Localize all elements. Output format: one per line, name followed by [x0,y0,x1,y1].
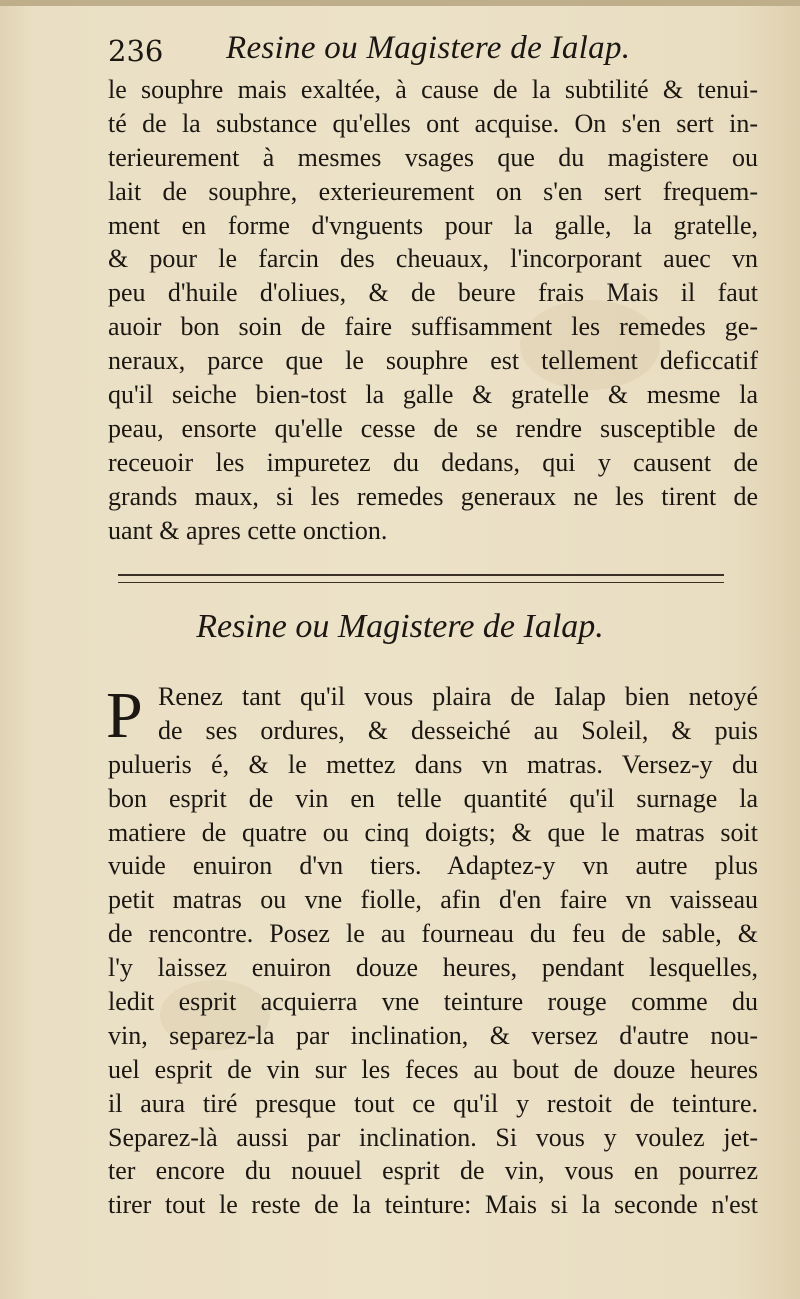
text-line: peu d'huile d'oliues, & de beure frais Mais il faut [108,278,758,308]
text-line: neraux, parce que le souphre est tellement deficcatif [108,346,758,376]
text-line: auoir bon soin de faire suffisamment les remedes ge- [108,312,758,342]
text-line: vuide enuiron d'vn tiers. Adaptez-y vn autre plus [108,851,758,881]
page-header [108,30,758,74]
text-line: l'y laissez enuiron douze heures, pendant lesquelles, [108,953,758,983]
text-line: grands maux, si les remedes generaux ne les tirent de [108,481,758,511]
continued-paragraph [108,73,758,547]
text-line: qu'il seiche bien-tost la galle & gratelle & mesme la [108,380,758,410]
running-title: Resine ou Magistere de Ialap. [226,30,631,66]
text-line: le souphre mais exaltée, à cause de la subtilité & tenui- [108,75,758,104]
section-heading: Resine ou Magistere de Ialap. [196,608,604,645]
text-line: de ses ordures, & desseiché au Soleil, & puis [158,715,758,745]
text-line: té de la substance qu'elles ont acquise. On s'en sert in- [108,108,758,138]
text-line: & pour le farcin des cheuaux, l'incorporant auec vn [108,244,758,274]
text-line: uant & apres cette onction. [108,515,388,545]
text-line: pulueris é, & le mettez dans vn matras. Versez-y du [108,749,758,779]
drop-cap: P [106,679,143,752]
text-line: ment en forme d'vnguents pour la galle, la gratelle, [108,210,758,240]
text-line: peau, ensorte qu'elle cesse de se rendre susceptible de [108,413,758,443]
text-line: lait de souphre, exterieurement on s'en sert frequem- [108,176,758,206]
section-divider [118,574,724,583]
recipe-paragraph [108,680,758,1222]
text-line: terieurement à mesmes vsages que du magistere ou [108,142,758,172]
text-line: vin, separez-la par inclination, & versez d'autre nou- [108,1020,758,1050]
text-line: receuoir les impuretez du dedans, qui y causent de [108,447,758,477]
page-top-edge [0,0,800,6]
text-line-content: Renez tant qu'il vous plaira de Ialap bien netoyé [158,682,758,711]
text-line: bon esprit de vin en telle quantité qu'il surnage la [108,783,758,813]
text-line: tirer tout le reste de la teinture: Mais si la seconde n'est [108,1190,758,1220]
text-line: ter encore du nouuel esprit de vin, vous en pourrez [108,1156,758,1186]
text-line: de rencontre. Posez le au fourneau du feu de sable, & [108,919,758,949]
text-line: petit matras ou vne fiolle, afin d'en faire vn vaisseau [108,885,758,915]
text-line: ledit esprit acquierra vne teinture rouge comme du [108,987,758,1017]
text-line: uel esprit de vin sur les feces au bout de douze heures [108,1054,758,1084]
text-line: Separez-là aussi par inclination. Si vous y voulez jet- [108,1122,758,1152]
text-line: il aura tiré presque tout ce qu'il y restoit de teinture. [108,1088,758,1118]
page-number: 236 [108,34,164,68]
text-line: matiere de quatre ou cinq doigts; & que le matras soit [108,817,758,847]
